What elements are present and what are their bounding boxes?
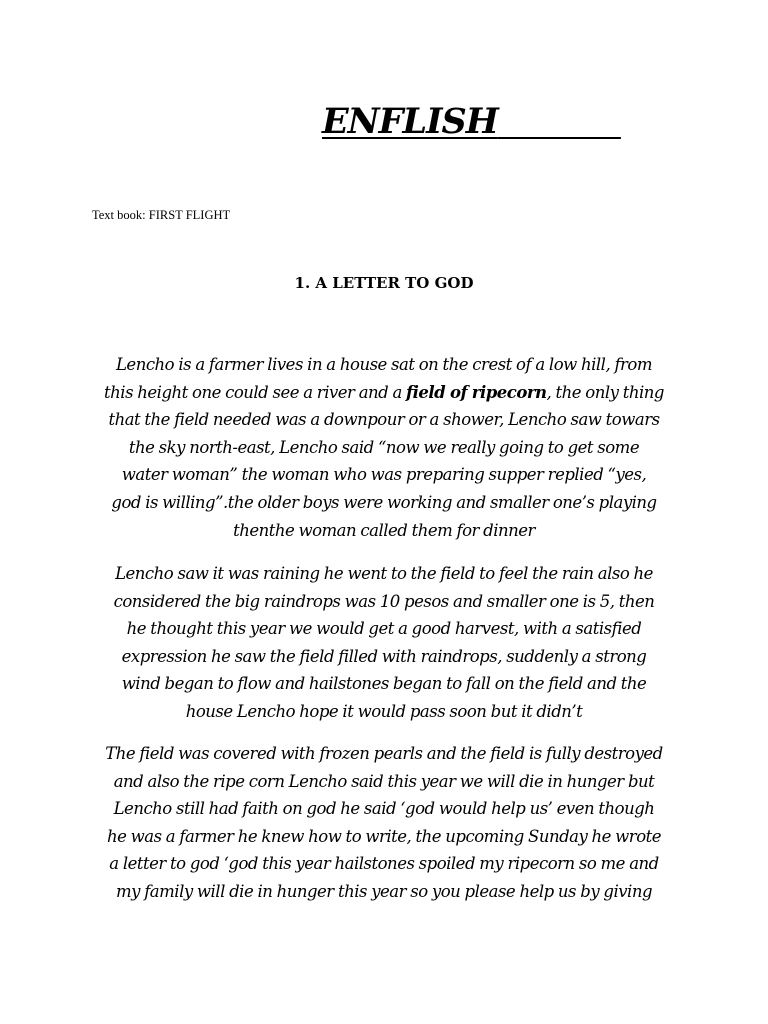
line-segment: , the only thing — [546, 382, 664, 402]
paragraph-line: house Lencho hope it would pass soon but it didn’t — [185, 701, 583, 721]
paragraph-line: my family will die in hunger this year so you please help us by giving — [115, 881, 653, 901]
paragraph-line: that the field needed was a downpour or a shower, Lencho saw towars — [108, 410, 660, 430]
paragraph-line: water woman” the woman who was preparing supper replied “yes, — [121, 465, 647, 485]
document-title — [322, 98, 621, 146]
chapter-heading: 1. A LETTER TO GOD — [294, 274, 474, 292]
paragraph-line: Lencho saw it was raining he went to the field to feel the rain also he — [115, 564, 653, 583]
paragraph-line: considered the big raindrops was 10 pesos and smaller one is 5, then — [113, 591, 655, 611]
paragraph-line: Lencho is a farmer lives in a house sat on the crest of a low hill, from — [115, 355, 653, 374]
paragraph-2 — [84, 560, 684, 726]
paragraph-line: and also the ripe corn Lencho said this year we will die in hunger but — [113, 771, 655, 791]
bold-phrase: field of ripecorn — [406, 382, 547, 402]
paragraph-line: the sky north-east, Lencho said “now we really going to get some — [128, 437, 640, 457]
title-text: ENFLISH — [322, 101, 498, 142]
line-segment: this height one could see a river and a — [104, 382, 407, 402]
paragraph-line: expression he saw the field filled with raindrops, suddenly a strong — [121, 646, 647, 666]
paragraph-line: god is willing”.the older boys were working and smaller one’s playing — [111, 492, 657, 512]
paragraph-line: a letter to god ‘god this year hailstones spoiled my ripecorn so me and — [109, 854, 659, 874]
paragraph-line: thenthe woman called them for dinner — [233, 520, 535, 540]
paragraph-3 — [84, 740, 684, 906]
paragraph-line: The field was covered with frozen pearls and the field is fully destroyed — [105, 744, 663, 763]
paragraph-line: he thought this year we would get a good harvest, with a satisfied — [126, 619, 642, 639]
paragraph-line: he was a farmer he knew how to write, the upcoming Sunday he wrote — [106, 826, 662, 846]
paragraph-1 — [84, 351, 684, 544]
paragraph-line: Lencho still had faith on god he said ‘god would help us’ even though — [113, 799, 655, 819]
textbook-label: Text book: FIRST FLIGHT — [92, 208, 231, 222]
paragraph-line: wind began to flow and hailstones began to fall on the field and the — [121, 674, 647, 694]
paragraph-line — [84, 379, 684, 407]
title-underline-space — [498, 101, 621, 142]
